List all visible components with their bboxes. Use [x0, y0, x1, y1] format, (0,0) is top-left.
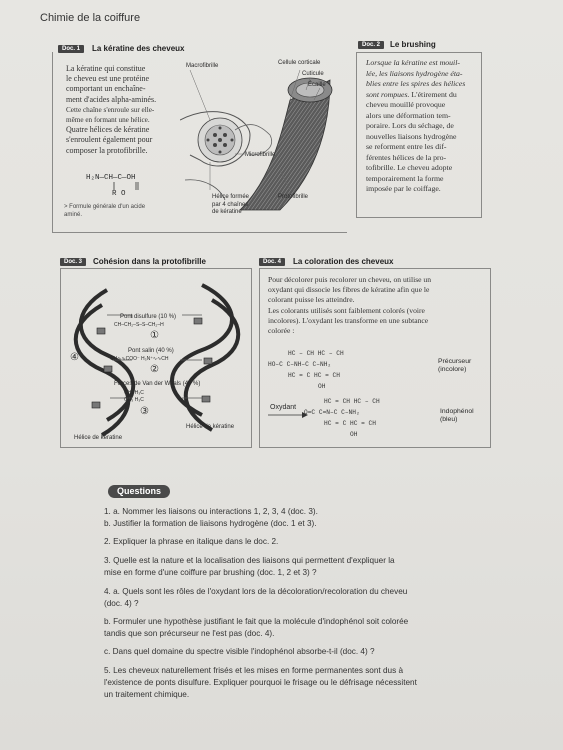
- formula-bonds: [110, 180, 150, 192]
- number-1: ①: [150, 330, 159, 341]
- doc4-line: Les colorants utilisés sont faiblement colorés (voire: [268, 305, 425, 315]
- page-title: Chimie de la coiffure: [40, 12, 141, 24]
- question-4a-line1: 4. a. Quels sont les rôles de l'oxydant lors de la décoloration/recoloration du cheveu: [104, 587, 408, 596]
- label-microfibrille: Microfibrille: [245, 152, 276, 158]
- question-5-line3: un traitement chimique.: [104, 690, 190, 699]
- mol2-bot: HC = C HC = CH: [324, 420, 376, 427]
- label-macrofibrille: Macrofibrille: [186, 63, 219, 69]
- questions-badge: Questions: [108, 485, 170, 498]
- doc1-title: La kératine des cheveux: [92, 44, 185, 53]
- doc2-line: alors une déformation tem-: [366, 110, 451, 120]
- question-5-line1: 5. Les cheveux naturellement frisés et les mises en forme permanentes sont dus à: [104, 666, 403, 675]
- doc4-line: Pour décolorer puis recolorer un cheveu, on utilise un: [268, 275, 432, 284]
- doc2-line: sont rompues.: [366, 89, 410, 99]
- precursor-label: [438, 358, 471, 375]
- label-protofibrille: Protofibrille: [278, 194, 309, 200]
- doc1-line: le cheveu est une protéine: [66, 74, 150, 84]
- question-4b-line1: b. Formuler une hypothèse justifiant le fait que la molécule d'indophénol soit colorée: [104, 617, 409, 626]
- label-helice: [212, 194, 249, 217]
- doc1-line: s'enroulent également pour: [66, 135, 153, 145]
- question-3-line1: 3. Quelle est la nature et la localisation des liaisons qui permettent d'expliquer la: [104, 556, 395, 565]
- doc2-line: L'étirement du: [411, 89, 457, 99]
- label-helice-keratine-left: Hélice de kératine: [74, 435, 123, 441]
- label-pont-disulfure: Pont disulfure (10 %): [120, 314, 177, 320]
- doc1-line: même en formant une hélice.: [66, 116, 150, 125]
- doc2-line: lée, les liaisons hydrogène éta-: [366, 68, 463, 78]
- doc1-line: comportant un enchaîne-: [66, 84, 146, 94]
- doc2-line: se reforment entre les dif-: [366, 142, 447, 151]
- doc4-line: colorant puisse les atteindre.: [268, 295, 355, 305]
- indophenol-label: [440, 408, 474, 425]
- doc2-line: Lorsque la kératine est mouil-: [366, 58, 460, 67]
- precursor-line: (incolore): [438, 366, 467, 374]
- label-ecaille: Écaille: [308, 82, 326, 88]
- doc2-line: temporairement la forme: [366, 173, 444, 183]
- doc2-tag: Doc. 2: [358, 41, 384, 49]
- number-3: ③: [140, 406, 149, 417]
- label-cuticule: Cuticule: [302, 71, 324, 77]
- indophenol-line: Indophénol: [440, 408, 474, 415]
- doc1-caption: [64, 204, 145, 219]
- indophenol-molecule: [304, 396, 380, 440]
- mol2-oh: OH: [350, 431, 358, 438]
- doc1-line: composer la protofibrille.: [66, 145, 148, 155]
- doc4-line: colorée :: [268, 326, 295, 336]
- question-4c: c. Dans quel domaine du spectre visible l'indophénol absorbe-t-il (doc. 4) ?: [104, 647, 375, 656]
- number-4: ④: [70, 352, 79, 363]
- helice-line: de kératine: [212, 209, 242, 215]
- formula-disulfure: CH–CH₂–S–S–CH₂–H: [114, 322, 164, 328]
- formula-salin: CH∿∿COO⁻ H₃N⁺∿∿CH: [110, 356, 169, 362]
- doc2-line: nouvelles liaisons hydrogène: [366, 131, 457, 141]
- helice-line: par 4 chaînes: [212, 201, 249, 208]
- mol1-bot: HC = C HC = CH: [288, 372, 340, 379]
- precursor-molecule: [268, 348, 344, 392]
- doc2-line: imposée par le coiffage.: [366, 184, 441, 193]
- amino-acid-formula: H₂N—CH—C—OH: [86, 174, 136, 182]
- question-2: 2. Expliquer la phrase en italique dans le doc. 2.: [104, 537, 279, 546]
- number-2: ②: [150, 364, 159, 375]
- hair-structure-illustration: [180, 60, 355, 220]
- mol1-mid: HO–C C–NH–C C–NH₂: [268, 361, 332, 368]
- doc4-tag: Doc. 4: [259, 258, 285, 266]
- caption-line: > Formule générale d'un acide: [64, 204, 146, 210]
- mol2-top: HC = CH HC – CH: [324, 398, 380, 405]
- doc1-line: ment d'acides alpha-aminés.: [66, 94, 157, 104]
- doc2-line: cheveu mouillé provoque: [366, 100, 446, 109]
- doc1-line: Quatre hélices de kératine: [66, 125, 150, 135]
- doc2-text: [366, 58, 478, 195]
- doc1-line: Cette chaîne s'enroule sur elle-: [66, 105, 155, 114]
- indophenol-line: (bleu): [440, 416, 458, 424]
- question-1b: b. Justifier la formation de liaisons hydrogène (doc. 1 et 3).: [104, 519, 317, 528]
- mol1-top: HC – CH HC – CH: [288, 350, 344, 357]
- amino-acid-formula-bottom: R O: [112, 190, 126, 198]
- mol2-mid: O=C C=N–C C–NH₂: [304, 409, 360, 416]
- doc2-title: Le brushing: [390, 40, 436, 49]
- doc1-text: [66, 64, 188, 156]
- label-van-der-waals: Forces de Van der Waals (40 %): [114, 381, 201, 387]
- reaction-arrow-icon: [268, 412, 308, 418]
- doc2-line: blies entre les spires des hélices: [366, 79, 466, 88]
- doc4-line: oxydant qui dissocie les fibres de kératine afin que le: [268, 285, 430, 295]
- formula-vdw-1: CH₃ H₃C: [124, 390, 144, 396]
- label-cellule-corticale: Cellule corticale: [278, 60, 321, 66]
- doc3-title: Cohésion dans la protofibrille: [93, 257, 206, 266]
- doc2-line: tofibrille. Le cheveu adopte: [366, 163, 453, 172]
- question-1a: 1. a. Nommer les liaisons ou interactions 1, 2, 3, 4 (doc. 3).: [104, 507, 318, 516]
- doc3-tag: Doc. 3: [60, 258, 86, 266]
- doc2-line: férentes hélices de la pro-: [366, 152, 447, 162]
- question-5-line2: l'existence de ponts disulfure. Expliquer pourquoi le frisage ou le défrisage nécessitent: [104, 678, 417, 687]
- doc4-text: [268, 275, 488, 336]
- caption-line: aminé.: [64, 211, 83, 218]
- doc1-tag: Doc. 1: [58, 45, 84, 53]
- question-3-line2: mise en forme d'une coiffure par brushing (doc. 1, 2 et 3) ?: [104, 568, 317, 577]
- mol1-oh: OH: [318, 383, 326, 390]
- doc1-line: La kératine qui constitue: [66, 64, 146, 73]
- doc4-title: La coloration des cheveux: [293, 257, 394, 266]
- helice-line: Hélice formée: [212, 194, 250, 200]
- question-4b-line2: tandis que son précurseur ne l'est pas (doc. 4).: [104, 629, 275, 638]
- precursor-line: Précurseur: [438, 358, 472, 365]
- formula-vdw-2: CH₃ H₃C: [124, 397, 144, 403]
- label-helice-keratine-right: Hélice de kératine: [186, 424, 235, 430]
- doc4-line: incolores). L'oxydant les transforme en une subtance: [268, 315, 429, 325]
- label-pont-salin: Pont salin (40 %): [128, 348, 174, 354]
- doc2-line: poraire. Lors du séchage, de: [366, 121, 454, 130]
- question-4a-line2: (doc. 4) ?: [104, 599, 139, 608]
- oxidant-label: Oxydant: [270, 404, 297, 411]
